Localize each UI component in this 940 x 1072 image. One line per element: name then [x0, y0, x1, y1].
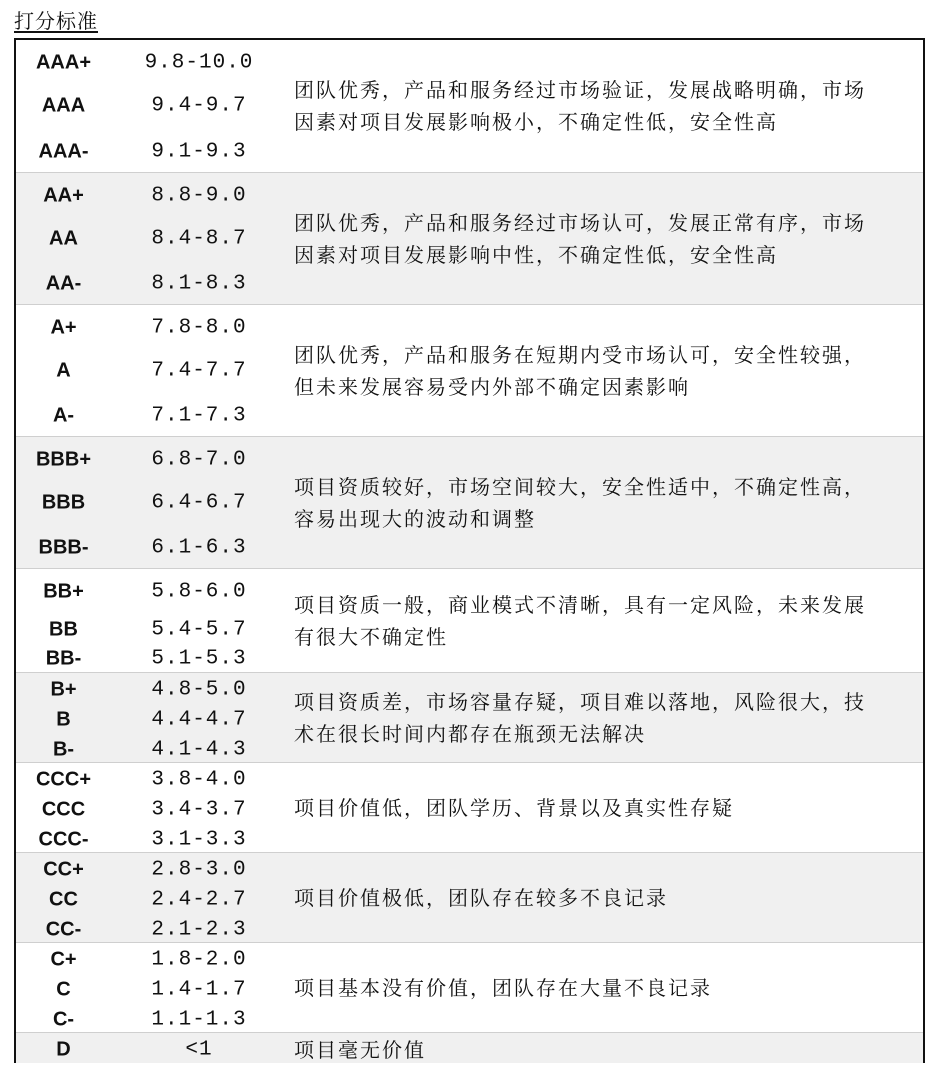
- grade-label: AA+: [43, 184, 84, 207]
- grade-label: BB+: [43, 580, 84, 603]
- score-range: 7.1-7.3: [151, 404, 247, 428]
- rating-group: [16, 1032, 923, 1063]
- description-line: 术在很长时间内都存在瓶颈无法解决: [294, 722, 646, 746]
- rating-group: [16, 942, 923, 1032]
- score-range: 8.1-8.3: [151, 272, 247, 296]
- grade-label: B+: [50, 678, 77, 701]
- grade-label: B-: [52, 738, 75, 761]
- grade-label: A-: [52, 404, 75, 427]
- description-line: 有很大不确定性: [294, 625, 448, 649]
- grade-label: BBB: [41, 491, 86, 514]
- description-line: 项目价值极低，团队存在较多不良记录: [294, 886, 668, 910]
- scoring-table: [14, 38, 925, 1063]
- grade-label: BB-: [45, 647, 82, 670]
- rating-group: [16, 304, 923, 436]
- description-line: 但未来发展容易受内外部不确定因素影响: [294, 375, 690, 399]
- grade-label: CCC: [41, 798, 86, 821]
- grade-label: CC: [49, 888, 78, 911]
- rating-description: [294, 792, 919, 824]
- score-range: 9.4-9.7: [151, 94, 247, 118]
- score-range: 9.1-9.3: [151, 140, 247, 164]
- grade-label: D: [56, 1038, 71, 1061]
- rating-description: [294, 686, 919, 750]
- rating-description: [294, 972, 919, 1004]
- grade-label: CCC-: [38, 828, 89, 851]
- grade-label: CC-: [45, 918, 82, 941]
- description-line: 项目基本没有价值，团队存在大量不良记录: [294, 976, 712, 1000]
- grade-label: AA-: [45, 272, 82, 295]
- score-range: 3.4-3.7: [151, 798, 247, 822]
- rating-group: [16, 568, 923, 672]
- score-range: 1.4-1.7: [151, 978, 247, 1002]
- grade-label: A: [56, 359, 71, 382]
- description-line: 项目资质一般，商业模式不清晰，具有一定风险，未来发展: [294, 593, 866, 617]
- score-range: 5.4-5.7: [151, 618, 247, 642]
- description-line: 因素对项目发展影响中性，不确定性低，安全性高: [294, 243, 778, 267]
- description-line: 因素对项目发展影响极小，不确定性低，安全性高: [294, 110, 778, 134]
- score-range: 1.1-1.3: [151, 1008, 247, 1032]
- rating-group: [16, 436, 923, 568]
- rating-description: [294, 1034, 919, 1066]
- grade-label: C+: [50, 948, 77, 971]
- score-range: 3.1-3.3: [151, 828, 247, 852]
- grade-label: BBB+: [35, 448, 91, 471]
- score-range: 6.1-6.3: [151, 536, 247, 560]
- description-line: 项目毫无价值: [294, 1038, 426, 1062]
- grade-label: CC+: [43, 858, 84, 881]
- rating-description: [294, 471, 919, 535]
- description-line: 项目价值低，团队学历、背景以及真实性存疑: [294, 796, 734, 820]
- grade-label: AAA+: [35, 51, 91, 74]
- rating-description: [294, 74, 919, 138]
- grade-label: BBB-: [38, 536, 89, 559]
- score-range: 9.8-10.0: [144, 51, 254, 75]
- rating-group: [16, 40, 923, 172]
- score-range: 2.8-3.0: [151, 858, 247, 882]
- grade-label: AA: [49, 227, 78, 250]
- score-range: 2.1-2.3: [151, 918, 247, 942]
- score-range: 4.1-4.3: [151, 738, 247, 762]
- description-line: 团队优秀，产品和服务在短期内受市场认可，安全性较强，: [294, 343, 866, 367]
- grade-label: B: [56, 708, 71, 731]
- description-line: 团队优秀，产品和服务经过市场认可，发展正常有序，市场: [294, 211, 866, 235]
- score-range: 5.1-5.3: [151, 647, 247, 671]
- rating-description: [294, 589, 919, 653]
- score-range: 4.4-4.7: [151, 708, 247, 732]
- rating-group: [16, 762, 923, 852]
- score-range: 7.4-7.7: [151, 359, 247, 383]
- score-range: 6.8-7.0: [151, 448, 247, 472]
- rating-group: [16, 172, 923, 304]
- rating-description: [294, 882, 919, 914]
- rating-group: [16, 852, 923, 942]
- score-range: 7.8-8.0: [151, 316, 247, 340]
- grade-label: A+: [50, 316, 77, 339]
- grade-label: CCC+: [35, 768, 91, 791]
- page-title: 打分标准: [14, 9, 98, 33]
- description-line: 项目资质较好，市场空间较大，安全性适中，不确定性高，: [294, 475, 866, 499]
- rating-description: [294, 339, 919, 403]
- grade-label: BB: [49, 618, 78, 641]
- grade-label: AAA-: [38, 140, 89, 163]
- description-line: 容易出现大的波动和调整: [294, 507, 536, 531]
- description-line: 项目资质差，市场容量存疑，项目难以落地，风险很大，技: [294, 690, 866, 714]
- description-line: 团队优秀，产品和服务经过市场验证，发展战略明确，市场: [294, 78, 866, 102]
- rating-group: [16, 672, 923, 762]
- rating-description: [294, 207, 919, 271]
- grade-label: AAA: [41, 94, 86, 117]
- score-range: 4.8-5.0: [151, 678, 247, 702]
- score-range: <1: [185, 1038, 213, 1062]
- score-range: 8.8-9.0: [151, 184, 247, 208]
- grade-label: C-: [52, 1008, 75, 1031]
- score-range: 1.8-2.0: [151, 948, 247, 972]
- score-range: 3.8-4.0: [151, 768, 247, 792]
- score-range: 2.4-2.7: [151, 888, 247, 912]
- grade-label: C: [56, 978, 71, 1001]
- score-range: 6.4-6.7: [151, 491, 247, 515]
- score-range: 8.4-8.7: [151, 227, 247, 251]
- score-range: 5.8-6.0: [151, 580, 247, 604]
